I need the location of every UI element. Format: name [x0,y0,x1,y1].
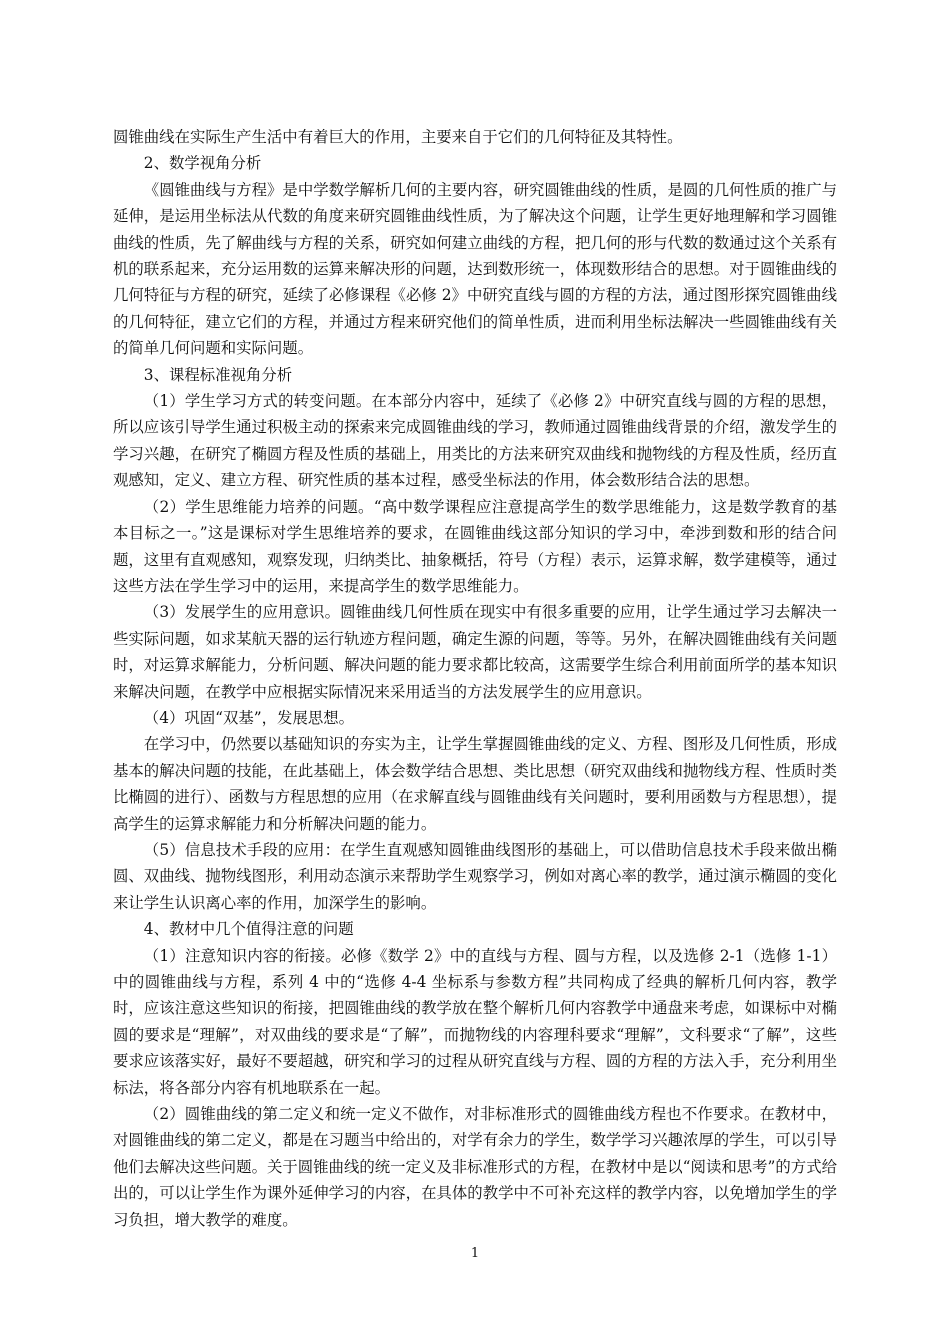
paragraph-heading: （4）巩固“双基”，发展思想。 [143,708,355,727]
section-heading-curriculum-standard: 3、课程标准视角分析 [143,365,293,384]
paragraph: （5）信息技术手段的应用：在学生直观感知圆锥曲线图形的基础上，可以借助信息技术手段来做出椭圆、双曲线、抛物线图形，利用动态演示来帮助学生观察学习，例如对离心率的教学，通过演示椭圆的变化来让学生认识离心率的作用，加深学生的影响。 [113,840,837,912]
paragraph-continuation: 圆锥曲线在实际生产生活中有着巨大的作用，主要来自于它们的几何特征及其特性。 [113,128,683,146]
paragraph: （2）圆锥曲线的第二定义和统一定义不做作，对非标准形式的圆锥曲线方程也不作要求。在教材中，对圆锥曲线的第二定义，都是在习题当中给出的，对学有余力的学生，数学学习兴趣浓厚的学生，可以引导他们去解决这些问题。关于圆锥曲线的统一定义及非标准形式的方程，在教材中是以“阅读和思考”的方式给出的，可以让学生作为课外延伸学习的内容，在具体的教学中不可补充这样的教学内容，以免增加学生的学习负担，增大教学的难度。 [113,1105,837,1229]
paragraph: 《圆锥曲线与方程》是中学数学解析几何的主要内容，研究圆锥曲线的性质，是圆的几何性质的推广与延伸，是运用坐标法从代数的角度来研究圆锥曲线性质，为了解决这个问题，让学生更好地理解和学习圆锥曲线的性质，先了解曲线与方程的关系，研究如何建立曲线的方程，把几何的形与代数的数通过这个关系有机的联系起来，充分运用数的运算来解决形的问题，达到数形统一，体现数形结合的思想。对于圆锥曲线的几何特征与方程的研究，延续了必修课程《必修 2》中研究直线与圆的方程的方法，通过图形探究圆锥曲线的几何特征，建立它们的方程，并通过方程来研究他们的简单性质，进而利用坐标法解决一些圆锥曲线有关的简单几何问题和实际问题。 [113,180,837,358]
paragraph: （2）学生思维能力培养的问题。“高中数学课程应注意提高学生的数学思维能力，这是数学教育的基本目标之一。”这是课标对学生思维培养的要求，在圆锥曲线这部分知识的学习中，牵涉到数和形的结合问题，这里有直观感知，观察发现，归纳类比、抽象概括，符号（方程）表示，运算求解，数学建模等，通过这些方法在学生学习中的运用，来提高学生的数学思维能力。 [113,497,837,595]
page-number: 1 [470,1246,480,1261]
section-heading-textbook-issues: 4、教材中几个值得注意的问题 [143,920,354,939]
paragraph: （1）注意知识内容的衔接。必修《数学 2》中的直线与方程、圆与方程，以及选修 2-1（选修 1-1）中的圆锥曲线与方程，系列 4 中的“选修 4-4 坐标系与参数方程”共同构成了经典的解析几何内容，教学时，应该注意这些知识的衔接，把圆锥曲线的教学放在整个解析几何内容教学中通盘来考虑，如课标中对椭圆的要求是“理解”，对双曲线的要求是“了解”，而抛物线的内容理科要求“理解”，文科要求“了解”，这些要求应该落实好，最好不要超越，研究和学习的过程从研究直线与方程、圆的方程的方法入手，充分利用坐标法，将各部分内容有机地联系在一起。 [113,946,837,1097]
paragraph: （1）学生学习方式的转变问题。在本部分内容中，延续了《必修 2》中研究直线与圆的方程的思想，所以应该引导学生通过积极主动的探索来完成圆锥曲线的学习，教师通过圆锥曲线背景的介绍，激发学生的学习兴趣，在研究了椭圆方程及性质的基础上，用类比的方法来研究双曲线和抛物线的方程及性质，经历直观感知，定义、建立方程、研究性质的基本过程，感受坐标法的作用，体会数形结合法的思想。 [113,392,837,490]
body-text [113,124,837,1233]
paragraph: 在学习中，仍然要以基础知识的夯实为主，让学生掌握圆锥曲线的定义、方程、图形及几何性质，形成基本的解决问题的技能，在此基础上，体会数学结合思想、类比思想（研究双曲线和抛物线方程、性质时类比椭圆的进行）、函数与方程思想的应用（在求解直线与圆锥曲线有关问题时，要利用函数与方程思想），提高学生的运算求解能力和分析解决问题的能力。 [113,735,837,833]
paragraph: （3）发展学生的应用意识。圆锥曲线几何性质在现实中有很多重要的应用，让学生通过学习去解决一些实际问题，如求某航天器的运行轨迹方程问题，确定生源的问题，等等。另外，在解决圆锥曲线有关问题时，对运算求解能力，分析问题、解决问题的能力要求都比较高，这需要学生综合利用前面所学的基本知识来解决问题，在教学中应根据实际情况来采用适当的方法发展学生的应用意识。 [113,603,837,701]
section-heading-math-perspective: 2、数学视角分析 [143,154,262,173]
